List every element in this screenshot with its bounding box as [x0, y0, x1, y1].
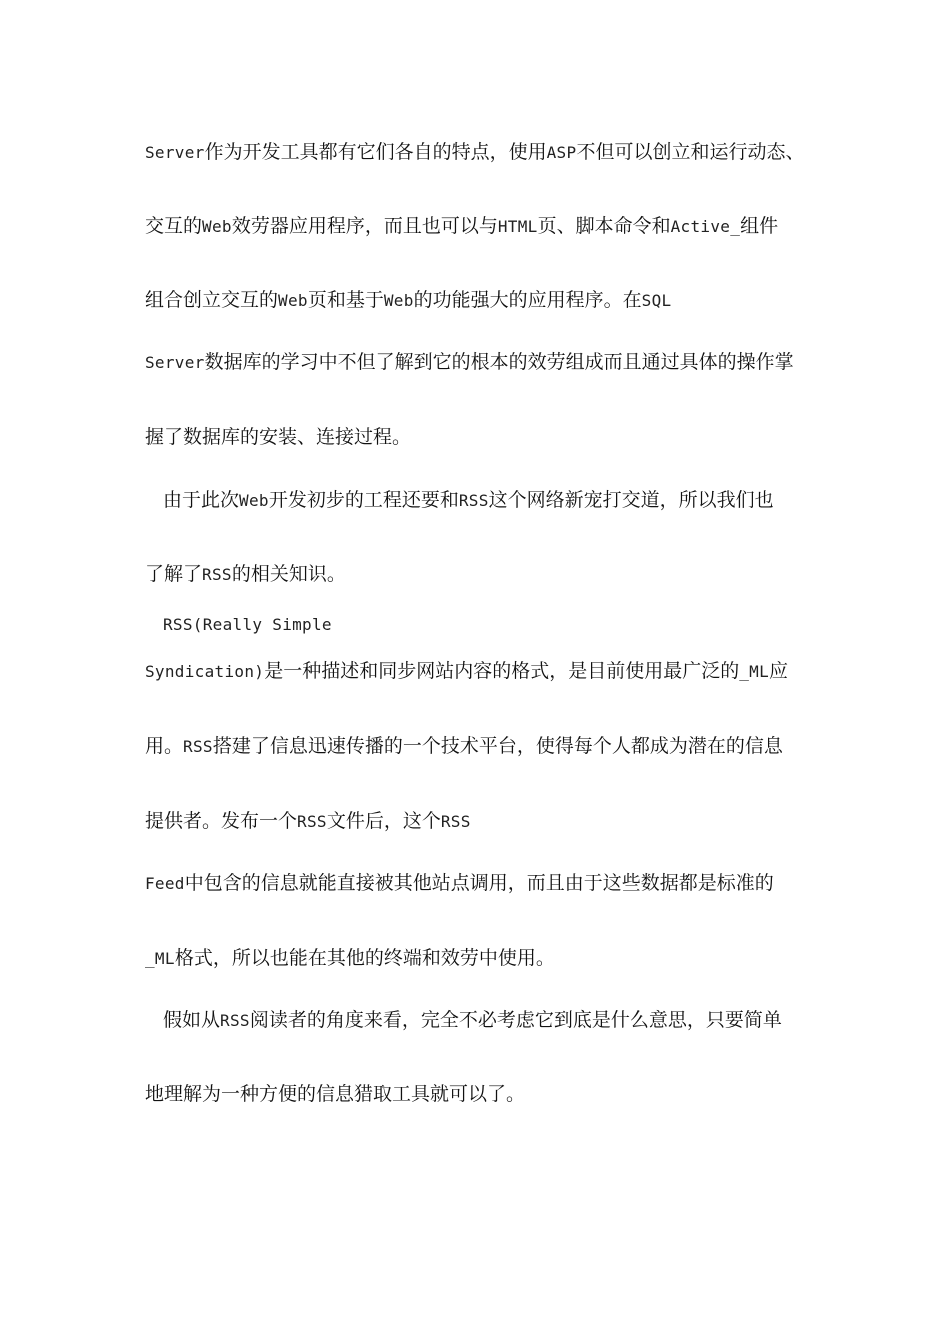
latin-term: SQL: [641, 291, 672, 310]
text-segment: 效劳器应用程序，而且也可以与: [231, 215, 498, 237]
text-line: [145, 425, 411, 449]
latin-term: RSS(Really Simple: [163, 615, 332, 634]
text-line: [163, 488, 774, 513]
text-segment: 开发初步的工程还要和: [268, 489, 459, 511]
text-segment: 了解了: [145, 563, 203, 585]
latin-term: RSS: [297, 812, 327, 831]
latin-term: Server: [145, 143, 205, 162]
latin-term: RSS: [440, 812, 471, 831]
text-segment: 格式，所以也能在其他的终端和效劳中使用。: [174, 947, 555, 969]
latin-term: _ML: [145, 949, 175, 968]
text-segment: 搭建了信息迅速传播的一个技术平台，使得每个人都成为潜在的信息: [212, 735, 783, 757]
text-segment: 数据库的学习中不但了解到它的根本的效劳组成而且通过具体的操作掌: [204, 351, 794, 373]
latin-term: Web: [278, 291, 308, 310]
latin-term: Web: [383, 291, 414, 310]
text-line: [145, 350, 794, 375]
text-segment: 阅读者的角度来看，完全不必考虑它到底是什么意思，只要简单: [249, 1009, 782, 1031]
text-segment: 交互的: [145, 215, 203, 237]
text-segment: 假如从: [163, 1009, 221, 1031]
text-line: [145, 214, 778, 239]
text-segment: 的功能强大的应用程序。在: [413, 289, 642, 311]
text-line: [145, 562, 346, 587]
text-segment: 是一种描述和同步网站内容的格式，是目前使用最广泛的: [264, 660, 740, 682]
latin-term: Web: [202, 217, 232, 236]
text-segment: 应: [769, 660, 789, 682]
latin-term: Syndication): [145, 662, 265, 681]
text-line: [145, 659, 788, 684]
latin-term: ASP: [546, 143, 577, 162]
text-line: [163, 1008, 782, 1033]
latin-term: Feed: [145, 874, 185, 893]
text-segment: 用。: [145, 735, 184, 757]
text-segment: 不但可以创立和运行动态、: [576, 141, 805, 163]
text-line: [145, 734, 783, 759]
text-segment: 的相关知识。: [231, 563, 346, 585]
text-segment: 这个网络新宠打交道，所以我们也: [488, 489, 774, 511]
text-segment: 握了数据库的安装、连接过程。: [145, 426, 412, 448]
text-segment: 组合创立交互的: [145, 289, 279, 311]
latin-term: RSS: [220, 1011, 250, 1030]
text-segment: 文件后，这个: [326, 810, 441, 832]
latin-term: Server: [145, 353, 205, 372]
text-line: [145, 871, 774, 896]
text-line: [145, 809, 471, 834]
text-line: [145, 946, 555, 971]
latin-term: RSS: [202, 565, 232, 584]
latin-term: _ML: [739, 662, 770, 681]
text-segment: 作为开发工具都有它们各自的特点，使用: [204, 141, 547, 163]
latin-term: RSS: [183, 737, 213, 756]
latin-term: RSS: [458, 491, 489, 510]
text-segment: 地理解为一种方便的信息猎取工具就可以了。: [145, 1083, 526, 1105]
latin-term: Active_: [670, 217, 741, 236]
text-line: [145, 140, 804, 165]
text-line: [163, 612, 332, 637]
latin-term: Web: [239, 491, 269, 510]
latin-term: HTML: [497, 217, 538, 236]
text-line: [145, 1082, 525, 1106]
text-segment: 提供者。发布一个: [145, 810, 298, 832]
text-segment: 由于此次: [163, 489, 240, 511]
text-segment: 中包含的信息就能直接被其他站点调用，而且由于这些数据都是标准的: [184, 872, 774, 894]
text-segment: 组件: [740, 215, 779, 237]
text-line: [145, 288, 671, 313]
text-segment: 页和基于: [307, 289, 384, 311]
text-segment: 页、脚本命令和: [537, 215, 671, 237]
